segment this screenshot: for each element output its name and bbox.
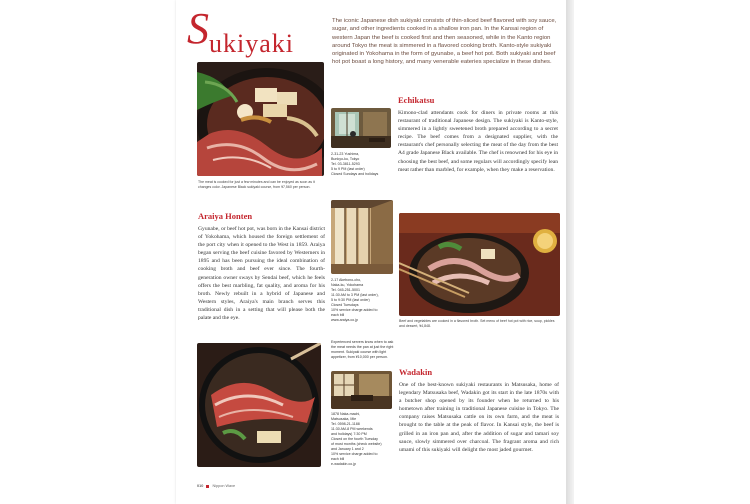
araiya-info (331, 278, 393, 323)
photo-caption-3: Experienced servers know when to ask the meat needs the pan at just the right moment. Sukiyaki course with light appetizer, from ¥10,000 per person. (331, 340, 394, 359)
publication-name: Nippon Wave (212, 484, 236, 488)
photo-caption-2: Beef and vegetables are cooked in a flavored broth. Set menu of beef hot pot with rice, soup, pickles and dessert, ¥4,848. (399, 319, 555, 328)
wadakin-room-photo (331, 371, 392, 409)
info-line: and January 1 and 2 (331, 447, 364, 451)
info-line: www.araiya.co.jp (331, 318, 358, 322)
araiya-body: Gyunabe, or beef hot pot, was born in the Kansai district of Yokohama, which housed the foreign settlement of the port city when it opened to the West in 1859. Araiya began serving the beef cuisine favored by Westerners in 1895 and has been pursuing the ideal combination of cooking broth and beef ever since. The fourth-generation owner sways by Sendai beef, which he feels offers the best marbling, fat quality, and aroma for his broth. Newly rebuilt in a hybrid of Japanese and Western styles, Araiya's main branch serves this traditional dish in a setting that will please both the palate and the eye. (198, 226, 325, 322)
info-line: each bill (331, 457, 345, 461)
info-line: Bunkyo-ku, Tokyo (331, 157, 360, 161)
araiya-corridor-photo (331, 200, 393, 274)
info-line: 5 to 9:30 PM (last order) (331, 298, 370, 302)
info-line: Matsusaka, Mie (331, 417, 357, 421)
intro-paragraph: The iconic Japanese dish sukiyaki consists of thin-sliced beef flavored with soy sauce, sugar, and other ingredients cooked in a shallow iron pan. In the Kansai region of western Japan the beef is cooked first and then seasoned, while in the Kanto region around Tokyo the meat is simmered in a flavored cooking broth. Kanto-style sukiyaki originated in Yokohama in the form of gyunabe, a beef hot pot. Both sukiyaki and beef hot pot boast a long history, and many venerable eateries specialize in these dishes. (332, 18, 557, 66)
page-footer (197, 484, 235, 488)
echikatsu-room-photo (331, 108, 391, 148)
wadakin-body: One of the best-known sukiyaki restaurants in Matsusaka, home of legendary Matsusaka beef, Wadakin got its start in the late 1870s with a butcher shop opened by its founder when he returned to his hometown after training in traditional Japanese cuisine in Tokyo. The company raises Matsusaka cattle on its own farm, and the meat is brought to the table at the peak of flavor. In Kansai style, the beef is grilled in an iron pan and, after the addition of sugar and tamari soy sauce, slowly simmered over charcoal. The fragrant aroma and rich umami of this sukiyaki will delight the most jaded gourmet. (399, 382, 559, 453)
page-title: ukiyaki (209, 29, 294, 58)
info-line: Tel. 045-251-5001 (331, 288, 360, 292)
info-line: Closed Tuesdays (331, 303, 359, 307)
page-edge (566, 0, 574, 504)
info-line: Naka-ku, Yokohama (331, 283, 364, 287)
info-line: of most months (check website) (331, 442, 382, 446)
wadakin-heading: Wadakin (399, 367, 433, 377)
info-line: 10% service charge added to (331, 308, 378, 312)
title-initial: S (187, 4, 209, 53)
sukiyaki-pan-photo (197, 62, 324, 176)
info-line: 1878 Naka-machi, (331, 412, 361, 416)
info-line: e-wadakin.co.jp (331, 462, 356, 466)
info-line: Closed Sundays and holidays (331, 172, 379, 176)
info-line: each bill (331, 313, 345, 317)
echikatsu-heading: Echikatsu (398, 95, 435, 105)
info-line: Closed on the fourth Tuesday (331, 437, 378, 441)
wadakin-sukiyaki-photo (197, 343, 321, 467)
info-line: 5 to 9 PM (last order) (331, 167, 365, 171)
echikatsu-info (331, 152, 393, 177)
info-line: and holidays) 7:30 PM (331, 432, 367, 436)
beef-hot-pot-photo (399, 213, 560, 316)
footer-marker (206, 485, 209, 488)
info-line: 2-17 Akebono-cho, (331, 278, 362, 282)
info-line: Tel. 0598-21-1188 (331, 422, 360, 426)
info-line: Tel. 03-3811-5293 (331, 162, 360, 166)
araiya-heading: Araiya Honten (198, 211, 253, 221)
echikatsu-body: Kimono-clad attendants cook for diners in private rooms at this restaurant of traditional Japanese design. The sukiyaki is Kanto-style, simmered in a lightly sweetened broth prepared according to a secret recipe. The beef comes from a designated supplier, with the restaurant's chef personally selecting the meat of the day from the best A4 grade Japanese Black available. The chef is renowned for his eye in choosing the best beef, and some regulars will accordingly specify lean meat rather than marbled, for example, when they make a reservation. (398, 110, 558, 173)
photo-caption-1: The meat is cooked for just a few minutes and can be enjoyed as soon as it changes color. Japanese Black sukiyaki course, from ¥7,560 per person. (198, 180, 315, 189)
page-number: 010 (197, 484, 204, 488)
info-line: 10% service charge added to (331, 452, 378, 456)
wadakin-info (331, 412, 395, 467)
info-line: 11:30 AM to 3 PM (last order), (331, 293, 379, 297)
info-line: 11:30 AM-8 PM weekends (331, 427, 373, 431)
info-line: 2-31-23 Yushima, (331, 152, 360, 156)
